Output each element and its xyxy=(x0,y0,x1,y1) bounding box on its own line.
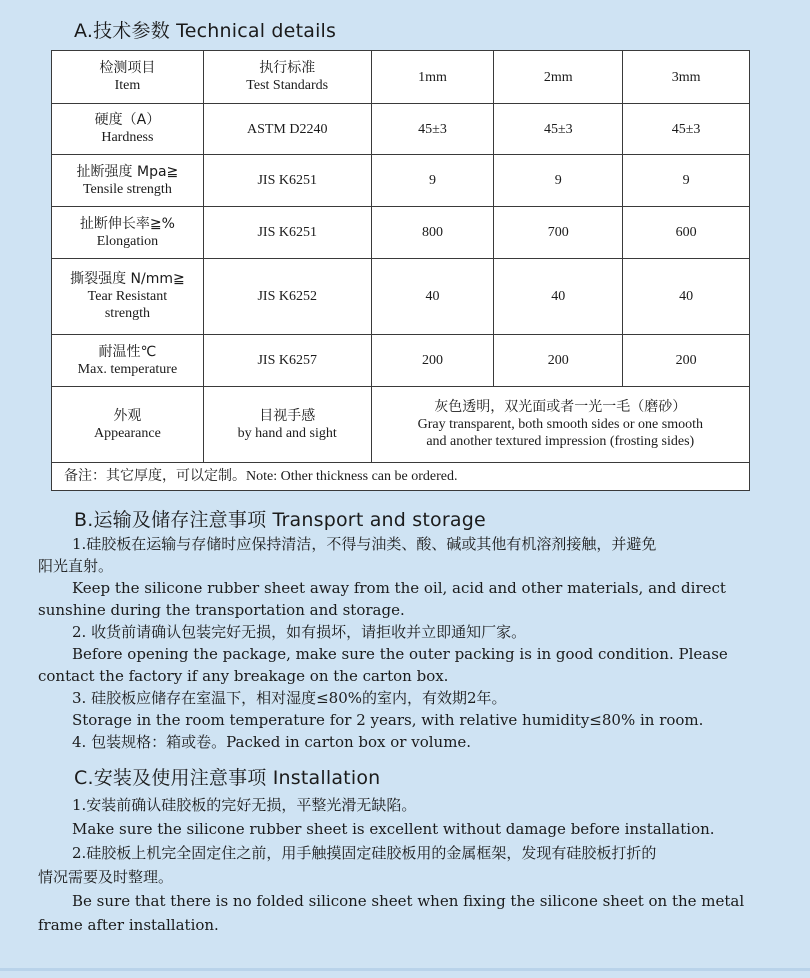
table-header-row xyxy=(52,51,750,104)
c-p1-en: Make sure the silicone rubber sheet is excellent without damage before installation. xyxy=(72,820,715,838)
b-p1-en-b: sunshine during the transportation and storage. xyxy=(38,601,405,619)
header-2mm: 2mm xyxy=(494,51,623,104)
row-value-3mm: 200 xyxy=(623,335,750,387)
b-p3-zh: 3. 硅胶板应储存在室温下，相对湿度≤80%的室内，有效期2年。 xyxy=(72,689,507,707)
appearance-standard: 目视手感 by hand and sight xyxy=(203,387,371,463)
b-p3-en: Storage in the room temperature for 2 years, with relative humidity≤80% in room. xyxy=(72,711,704,729)
row-label: 扯断伸长率≧% Elongation xyxy=(52,207,204,259)
section-a-heading: A.技术参数 Technical details xyxy=(74,20,337,42)
c-p1-zh: 1.安装前确认硅胶板的完好无损，平整光滑无缺陷。 xyxy=(72,796,417,814)
table-row xyxy=(52,335,750,387)
table-row xyxy=(52,155,750,207)
b-p1-en-a: Keep the silicone rubber sheet away from the oil, acid and other materials, and direct xyxy=(72,579,726,597)
technical-details-table xyxy=(51,50,750,491)
row-value-3mm: 600 xyxy=(623,207,750,259)
section-c-heading: C.安装及使用注意事项 Installation xyxy=(74,767,381,789)
row-standard: JIS K6252 xyxy=(203,259,371,335)
appearance-row xyxy=(52,387,750,463)
table-row xyxy=(52,259,750,335)
header-3mm: 3mm xyxy=(623,51,750,104)
row-standard: JIS K6251 xyxy=(203,207,371,259)
row-value-1mm: 9 xyxy=(371,155,494,207)
row-standard: ASTM D2240 xyxy=(203,104,371,155)
row-value-1mm: 45±3 xyxy=(371,104,494,155)
table-row xyxy=(52,207,750,259)
c-p2-en-b: frame after installation. xyxy=(38,916,219,934)
header-standard: 执行标准 Test Standards xyxy=(203,51,371,104)
row-value-3mm: 45±3 xyxy=(623,104,750,155)
section-b-body xyxy=(38,533,768,753)
section-c-body xyxy=(38,793,768,937)
row-label: 耐温性℃ Max. temperature xyxy=(52,335,204,387)
b-p2-en-a: Before opening the package, make sure the outer packing is in good condition. Please xyxy=(72,645,728,663)
row-value-1mm: 200 xyxy=(371,335,494,387)
row-label: 硬度（A） Hardness xyxy=(52,104,204,155)
appearance-label: 外观 Appearance xyxy=(52,387,204,463)
row-value-2mm: 200 xyxy=(494,335,623,387)
b-p1-zh-b: 阳光直射。 xyxy=(38,557,114,575)
row-value-2mm: 700 xyxy=(494,207,623,259)
row-label: 扯断强度 Mpa≧ Tensile strength xyxy=(52,155,204,207)
header-item: 检测项目 Item xyxy=(52,51,204,104)
table-row xyxy=(52,104,750,155)
row-value-2mm: 40 xyxy=(494,259,623,335)
b-p2-en-b: contact the factory if any breakage on the carton box. xyxy=(38,667,449,685)
row-value-2mm: 9 xyxy=(494,155,623,207)
row-value-1mm: 40 xyxy=(371,259,494,335)
row-value-1mm: 800 xyxy=(371,207,494,259)
c-p2-zh-a: 2.硅胶板上机完全固定住之前，用手触摸固定硅胶板用的金属框架，发现有硅胶板打折的 xyxy=(72,844,657,862)
row-standard: JIS K6251 xyxy=(203,155,371,207)
header-1mm: 1mm xyxy=(371,51,494,104)
bottom-divider xyxy=(0,968,810,971)
row-standard: JIS K6257 xyxy=(203,335,371,387)
row-value-2mm: 45±3 xyxy=(494,104,623,155)
row-label: 撕裂强度 N/mm≧ Tear Resistant strength xyxy=(52,259,204,335)
row-value-3mm: 9 xyxy=(623,155,750,207)
c-p2-zh-b: 情况需要及时整理。 xyxy=(38,868,174,886)
appearance-value: 灰色透明，双光面或者一光一毛（磨砂） Gray transparent, both smooth sides or one smooth and another textured impression (frosting sides) xyxy=(371,387,749,463)
row-value-3mm: 40 xyxy=(623,259,750,335)
note-cell: 备注：其它厚度，可以定制。Note: Other thickness can be ordered. xyxy=(52,463,750,491)
b-p2-zh: 2. 收货前请确认包装完好无损，如有损坏，请拒收并立即通知厂家。 xyxy=(72,623,527,641)
b-p1-zh-a: 1.硅胶板在运输与存储时应保持清洁，不得与油类、酸、碱或其他有机溶剂接触，并避免 xyxy=(72,535,657,553)
b-p4: 4. 包装规格：箱或卷。Packed in carton box or volume. xyxy=(72,733,472,751)
c-p2-en-a: Be sure that there is no folded silicone sheet when fixing the silicone sheet on the metal xyxy=(72,892,745,910)
section-b-heading: B.运输及储存注意事项 Transport and storage xyxy=(74,509,486,531)
note-row xyxy=(52,463,750,491)
